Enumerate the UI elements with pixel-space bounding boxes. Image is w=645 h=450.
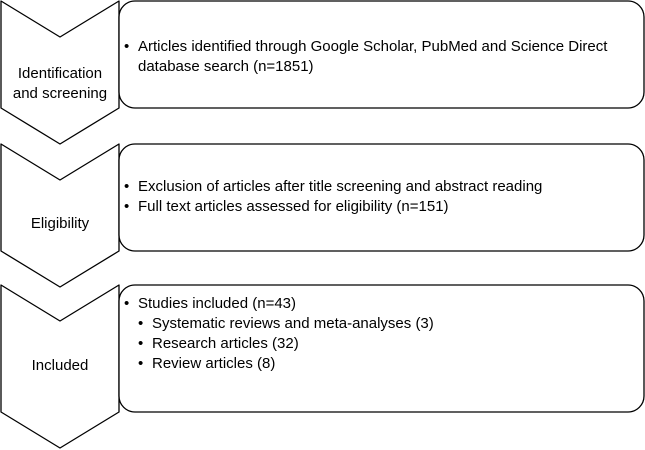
stage-label-line: Eligibility	[30, 215, 90, 232]
bullet-item: • Studies included (n=43)	[124, 294, 634, 314]
stage-content-identification	[124, 37, 634, 77]
stage-label-line: and screening	[12, 85, 108, 102]
stage-label-included	[2, 356, 118, 376]
bullet-item: • Full text articles assessed for eligibility (n=151)	[124, 197, 634, 217]
bullet-item: • Exclusion of articles after title screening and abstract reading	[124, 177, 634, 197]
stage-label-identification	[2, 64, 118, 104]
stage-label-eligibility	[2, 214, 118, 234]
stage-label-line: Identification	[17, 65, 103, 82]
sub-bullet-item: • Review articles (8)	[124, 354, 634, 374]
stage-content-eligibility	[124, 177, 634, 217]
sub-bullet-item: • Systematic reviews and meta-analyses (3)	[124, 314, 634, 334]
bullet-item: • Articles identified through Google Scholar, PubMed and Science Direct database search (n=1851)	[124, 37, 634, 77]
stage-label-line: Included	[31, 357, 89, 374]
sub-bullet-item: • Research articles (32)	[124, 334, 634, 354]
stage-content-included	[124, 294, 634, 374]
